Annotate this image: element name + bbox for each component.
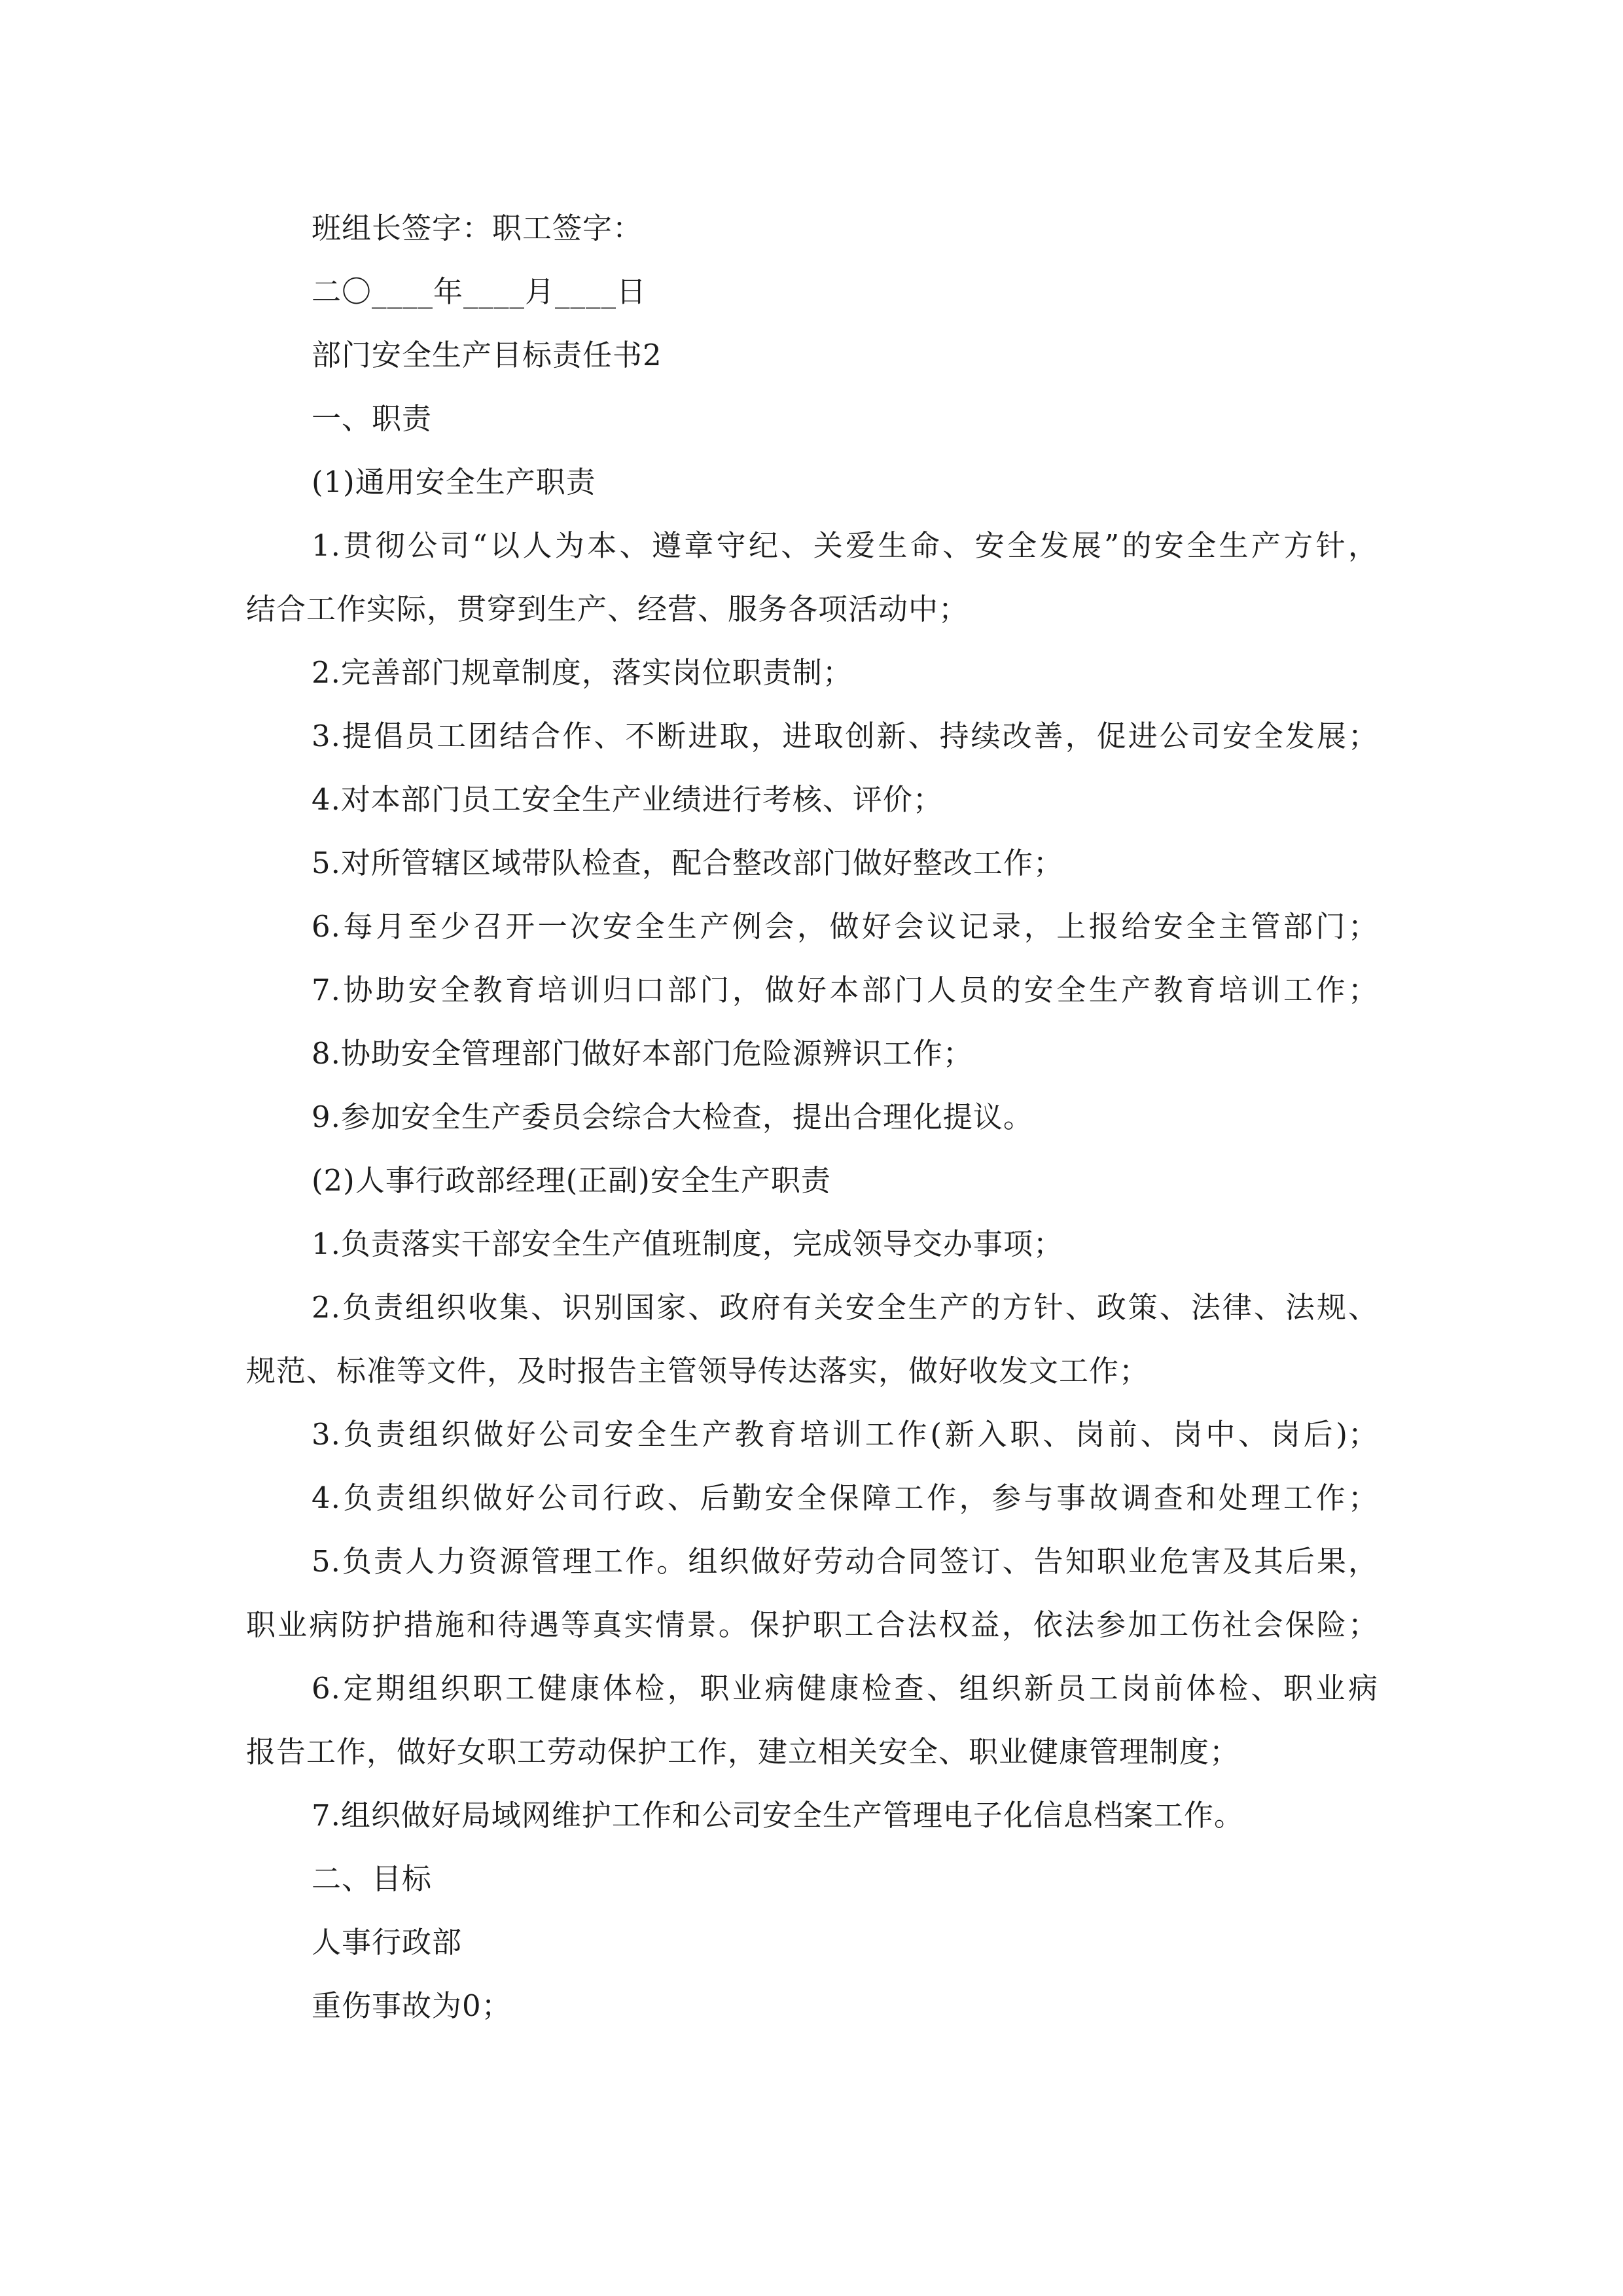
text-line: 二〇____年____月____日 <box>312 274 647 309</box>
text-line: 2.完善部门规章制度，落实岗位职责制； <box>312 655 853 690</box>
document-body <box>246 196 1378 2037</box>
text-line: 8.协助安全管理部门做好本部门危险源辨识工作； <box>312 1036 973 1071</box>
text-line: 规范、标准等文件，及时报告主管领导传达落实，做好收发文工作； <box>246 1354 1150 1388</box>
text-line: 职业病防护措施和待遇等真实情景。保护职工合法权益，依法参加工伤社会保险； <box>246 1607 1378 1642</box>
text-line: 7.组织做好局域网维护工作和公司安全生产管理电子化信息档案工作。 <box>312 1798 1244 1833</box>
text-line: 人事行政部 <box>312 1925 463 1960</box>
text-line: 1.负责落实干部安全生产值班制度，完成领导交办事项； <box>312 1227 1063 1261</box>
text-line: 6.每月至少召开一次安全生产例会，做好会议记录，上报给安全主管部门； <box>312 909 1378 944</box>
text-line: 4.负责组织做好公司行政、后勤安全保障工作，参与事故调查和处理工作； <box>312 1480 1378 1515</box>
text-line: (1)通用安全生产职责 <box>312 465 596 499</box>
text-line: 9.参加安全生产委员会综合大检查，提出合理化提议。 <box>312 1100 1033 1134</box>
text-line: 5.对所管辖区域带队检查，配合整改部门做好整改工作； <box>312 846 1063 880</box>
text-line: 4.对本部门员工安全生产业绩进行考核、评价； <box>312 782 943 817</box>
text-line: 5.负责人力资源管理工作。组织做好劳动合同签订、告知职业危害及其后果， <box>312 1544 1378 1579</box>
text-line: 3.负责组织做好公司安全生产教育培训工作(新入职、岗前、岗中、岗后)； <box>312 1417 1378 1452</box>
text-line: (2)人事行政部经理(正副)安全生产职责 <box>312 1163 831 1198</box>
text-line: 一、职责 <box>312 401 433 436</box>
text-line: 1.贯彻公司“以人为本、遵章守纪、关爱生命、安全发展”的安全生产方针， <box>312 528 1378 563</box>
text-line: 6.定期组织职工健康体检，职业病健康检查、组织新员工岗前体检、职业病 <box>312 1671 1378 1706</box>
text-line: 3.提倡员工团结合作、不断进取，进取创新、持续改善，促进公司安全发展； <box>312 719 1378 753</box>
text-line: 部门安全生产目标责任书2 <box>312 338 662 372</box>
text-line: 二、目标 <box>312 1861 433 1896</box>
text-line: 2.负责组织收集、识别国家、政府有关安全生产的方针、政策、法律、法规、 <box>312 1290 1378 1325</box>
text-line: 报告工作，做好女职工劳动保护工作，建立相关安全、职业健康管理制度； <box>246 1734 1240 1769</box>
text-line: 班组长签字：职工签字： <box>312 211 643 245</box>
text-line: 结合工作实际，贯穿到生产、经营、服务各项活动中； <box>246 592 969 626</box>
text-line: 重伤事故为0； <box>312 1988 512 2023</box>
text-line: 7.协助安全教育培训归口部门，做好本部门人员的安全生产教育培训工作； <box>312 973 1378 1007</box>
